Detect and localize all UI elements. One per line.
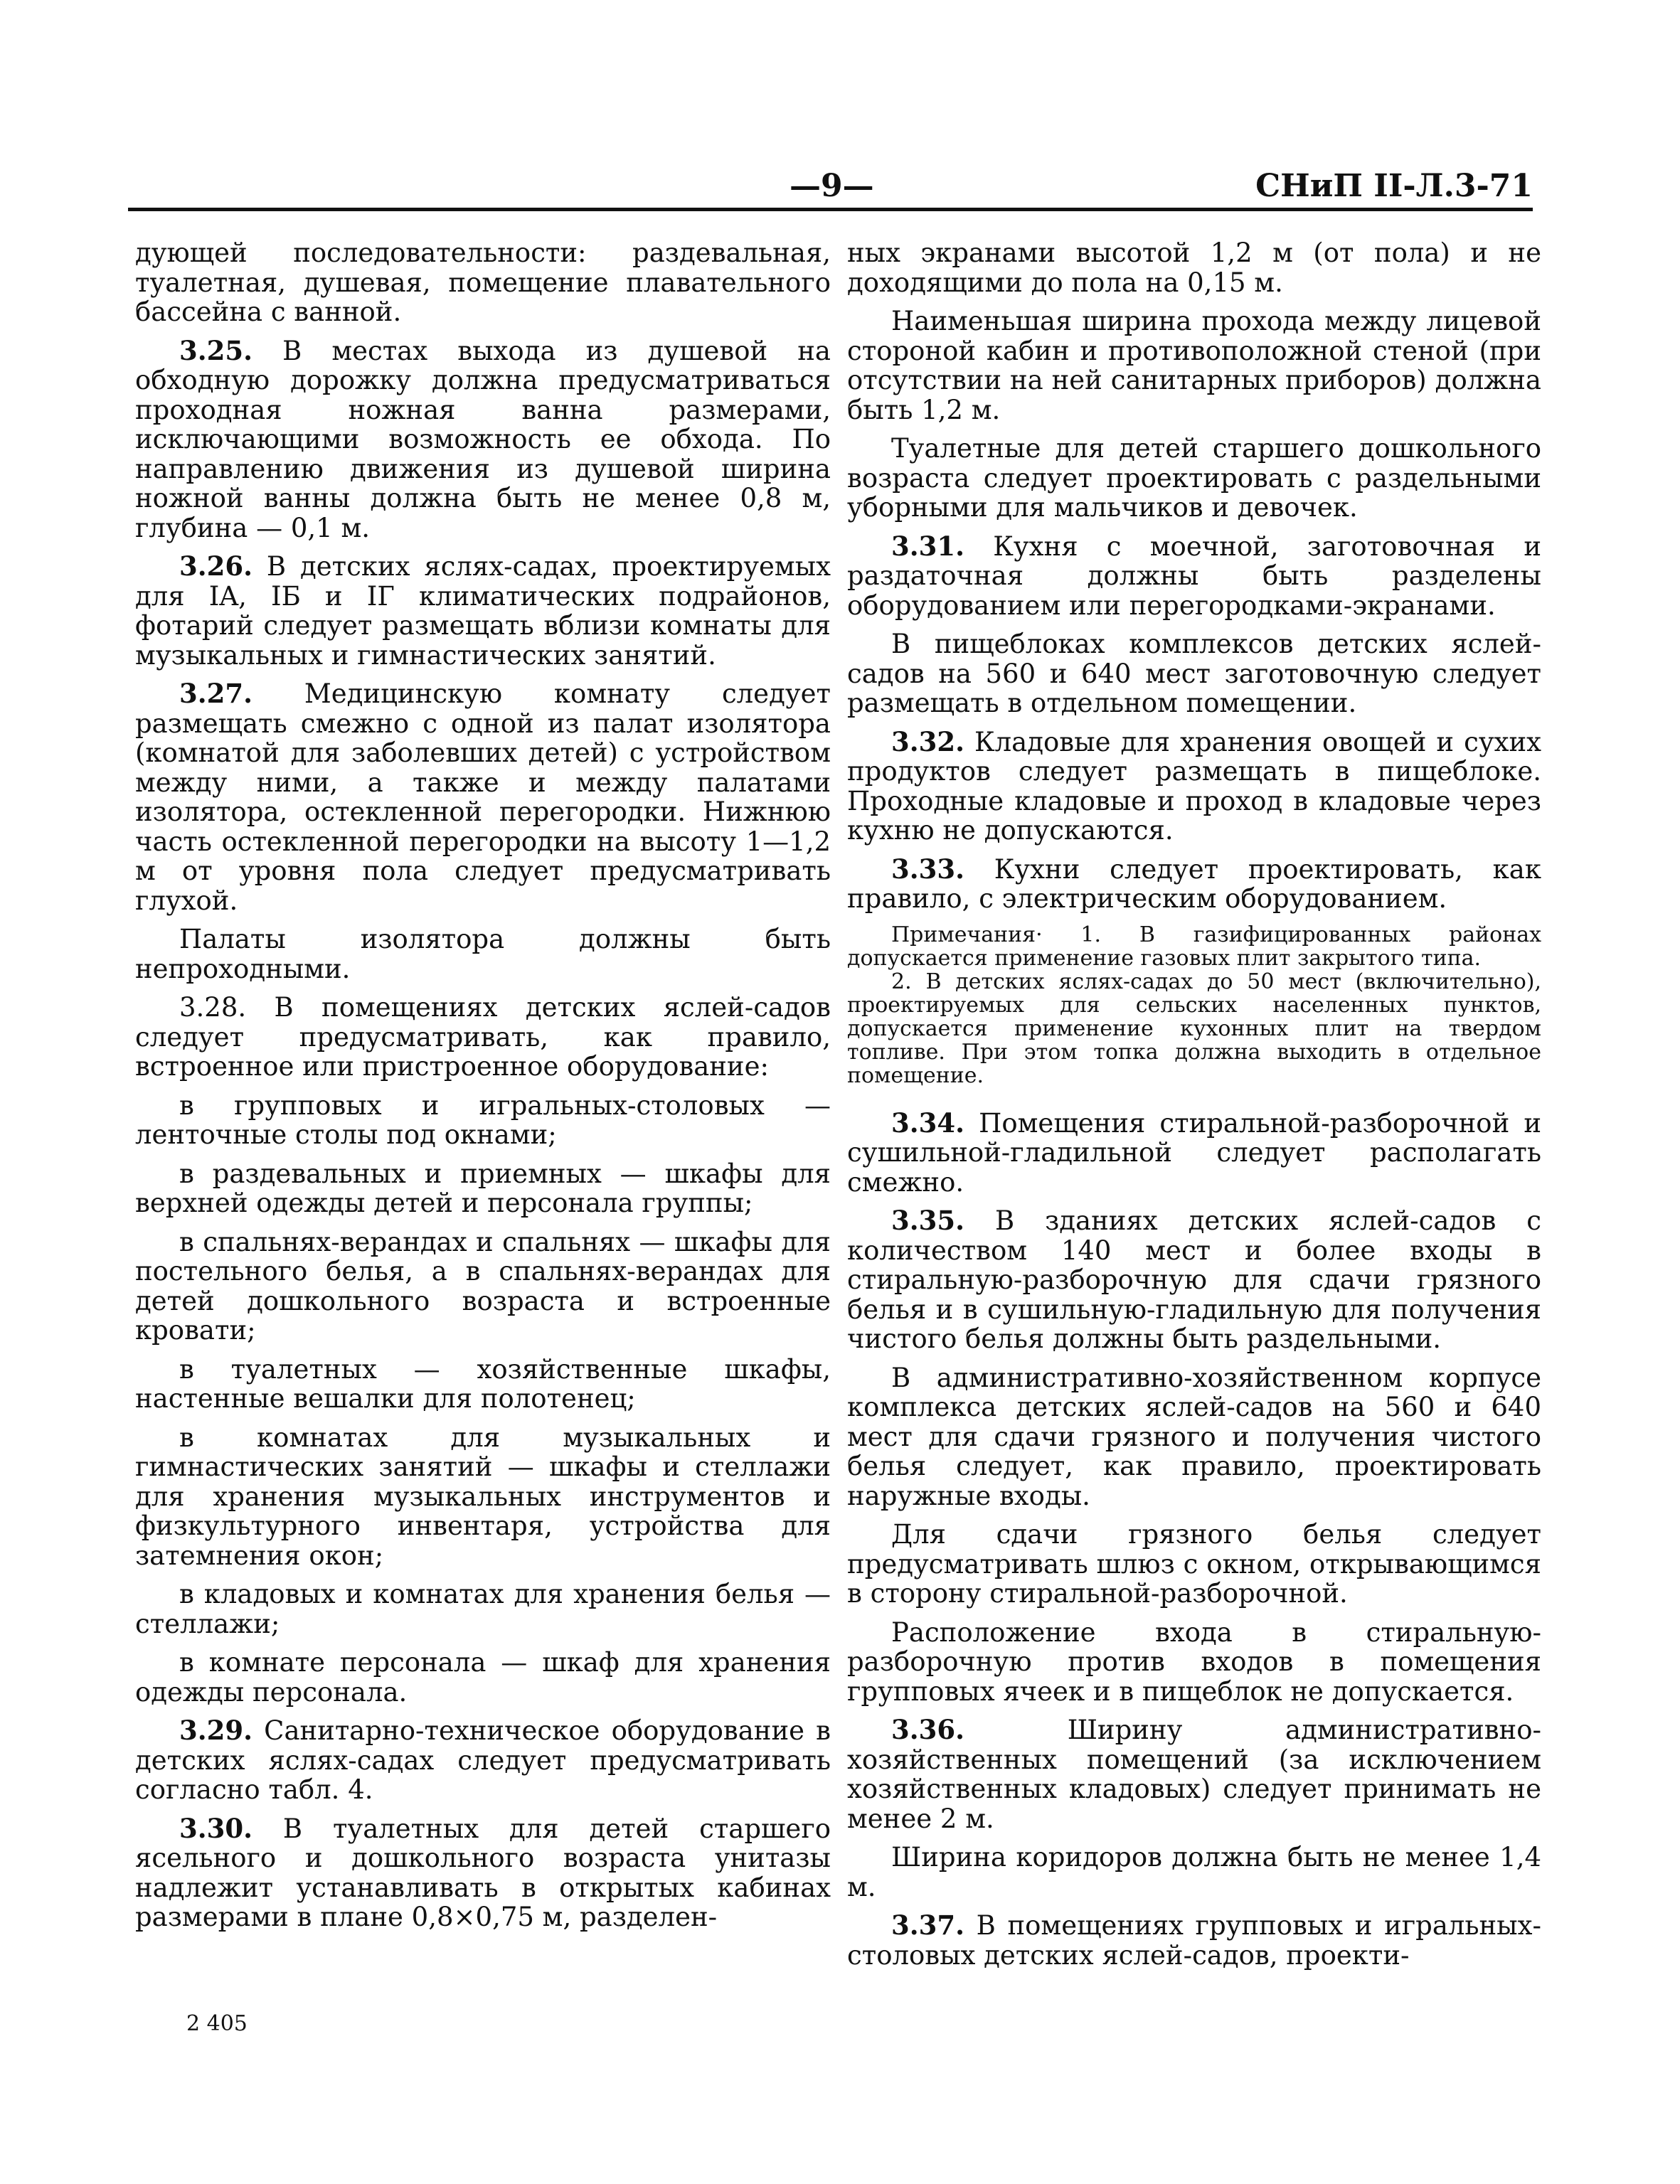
paragraph (847, 725, 1541, 846)
paragraph (847, 307, 1541, 425)
paragraph-text: Помещения стиральной-разборочной и сушильной-гладильной следует располагать смежно. (847, 1107, 1541, 1198)
paragraph (135, 238, 831, 327)
paragraph (135, 1159, 831, 1218)
clause-number: 3.31. (891, 530, 964, 562)
paragraph-text: 3.28. В помещениях детских яслей-садов следует предусматривать, как правило, встроенное или пристроенное оборудование: (135, 992, 831, 1082)
clause-number: 3.30. (179, 1812, 252, 1844)
paragraph (135, 552, 831, 670)
paragraph-text: В детских яслях-садах, проектируемых для IA, IБ и IГ климатических подрайонов, фотарий следует размещать вблизи комнаты для музыкальных и гимнастических занятий. (135, 551, 831, 671)
paragraph-text: Кладовые для хранения овощей и сухих продуктов следует размещать в пищеблоке. Проходные кладовые и проход в кладовые через кухню не допускаются. (847, 726, 1541, 846)
paragraph (847, 1363, 1541, 1511)
paragraph-text: в групповых и игральных-столовых — ленточные столы под окнами; (135, 1090, 831, 1150)
notes-block (847, 923, 1541, 1087)
paragraph-text: Медицинскую комнату следует размещать смежно с одной из палат изолятора (комнатой для заболевших детей) с устройством между ними, а также и между палатами изолятора, остекленной перегородки. Нижнюю часть остекленной перегородки на высоту 1—1,2 м от уровня пола следует предусматривать глухой. (135, 678, 831, 916)
paragraph (847, 1109, 1541, 1198)
paragraph-text: Для сдачи грязного белья следует предусматривать шлюз с окном, открывающимся в сторону стиральной-разборочной. (847, 1519, 1541, 1609)
paragraph-text: В помещениях групповых и игральных-столовых детских яслей-садов, проекти- (847, 1910, 1541, 1971)
paragraph (135, 1423, 831, 1571)
paragraph (847, 238, 1541, 297)
paragraph (847, 1715, 1541, 1833)
paragraph (135, 993, 831, 1082)
paragraph (847, 629, 1541, 718)
clause-number: 3.25. (179, 334, 252, 366)
paragraph-text: В административно-хозяйственном корпусе комплекса детских яслей-садов на 560 и 640 мест для сдачи грязного и получения чистого белья следует, как правило, проектировать наружные входы. (847, 1362, 1541, 1511)
right-column-top (847, 238, 1541, 914)
clause-number: 3.34. (891, 1107, 964, 1139)
paragraph-text: Туалетные для детей старшего дошкольного возраста следует проектировать с раздельными уборными для мальчиков и девочек. (847, 433, 1541, 523)
note-item: 2. В детских яслях-садах до 50 мест (включительно), проектируемых для сельских населенных пунктов, допускается применение кухонных плит на твердом топливе. При этом топка должна выходить в отдельное помещение. (847, 969, 1541, 1088)
paragraph-text: Ширину административно-хозяйственных помещений (за исключением хозяйственных кладовых) следует принимать не менее 2 м. (847, 1715, 1541, 1834)
paragraph (847, 1618, 1541, 1707)
right-column (847, 238, 1541, 1979)
paragraph (135, 925, 831, 984)
clause-number: 3.37. (891, 1909, 964, 1941)
paragraph (135, 679, 831, 915)
paragraph-text: В туалетных для детей старшего ясельного и дошкольного возраста унитазы надлежит устанавливать в открытых кабинах размерами в плане 0,8×0,75 м, разделен- (135, 1813, 831, 1932)
footer-signature: 2 405 (186, 2011, 248, 2036)
paragraph (135, 1814, 831, 1932)
paragraph-text: Ширина коридоров должна быть не менее 1,4 м. (847, 1842, 1541, 1902)
paragraph (847, 1843, 1541, 1902)
paragraph-text: Санитарно-техническое оборудование в детских яслях-садах следует предусматривать согласно табл. 4. (135, 1715, 831, 1805)
paragraph (847, 434, 1541, 523)
paragraph-text: в раздевальных и приемных — шкафы для верхней одежды детей и персонала группы; (135, 1158, 831, 1218)
paragraph-text: В местах выхода из душевой на обходную дорожку должна предусматриваться проходная ножная ванна размерами, исключающими возможность ее обхода. По направлению движения из душевой ширина ножной ванны должна быть не менее 0,8 м, глубина — 0,1 м. (135, 335, 831, 543)
paragraph-text: в кладовых и комнатах для хранения белья — стеллажи; (135, 1579, 831, 1639)
paragraph-text: дующей последовательности: раздевальная, туалетная, душевая, помещение плавательного бассейна с ванной. (135, 238, 831, 327)
paragraph-text: в спальнях-верандах и спальнях — шкафы для постельного белья, а в спальнях-верандах для детей дошкольного возраста и встроенные кровати; (135, 1226, 831, 1346)
header-rule (128, 208, 1533, 211)
document-code: СНиП II-Л.3-71 (1255, 168, 1533, 204)
clause-number: 3.33. (891, 853, 964, 885)
paragraph (847, 855, 1541, 914)
paragraph-text: В зданиях детских яслей-садов с количеством 140 мест и более входы в стиральную-разборочную для сдачи грязного белья и в сушильную-гладильную для получения чистого белья должны быть раздельными. (847, 1205, 1541, 1354)
note-item: Примечания· 1. В газифицированных районах допускается применение газовых плит закрытого типа. (847, 922, 1541, 971)
paragraph-text: Кухня с моечной, заготовочная и раздаточная должны быть разделены оборудованием или перегородками-экранами. (847, 531, 1541, 621)
paragraph (135, 1648, 831, 1707)
paragraph-text: в туалетных — хозяйственные шкафы, настенные вешалки для полотенец; (135, 1353, 831, 1414)
paragraph (135, 1227, 831, 1346)
clause-number: 3.29. (179, 1715, 252, 1746)
paragraph (847, 1206, 1541, 1354)
paragraph (135, 1091, 831, 1150)
paragraph-text: в комнатах для музыкальных и гимнастических занятий — шкафы и стеллажи для хранения музыкальных инструментов и физкультурного инвентаря, устройства для затемнения окон; (135, 1422, 831, 1571)
paragraph (847, 1520, 1541, 1609)
clause-number: 3.32. (891, 725, 964, 757)
paragraph-text: в комнате персонала — шкаф для хранения одежды персонала. (135, 1647, 831, 1708)
left-column (135, 238, 831, 1941)
paragraph (135, 1716, 831, 1805)
paragraph-text: Наименьшая ширина прохода между лицевой стороной кабин и противоположной стеной (при отсутствии на ней санитарных приборов) должна быть 1,2 м. (847, 306, 1541, 425)
paragraph-text: Кухни следует проектировать, как правило, с электрическим оборудованием. (847, 853, 1541, 914)
paragraph-text: ных экранами высотой 1,2 м (от пола) и не доходящими до пола на 0,15 м. (847, 238, 1541, 298)
clause-number: 3.36. (891, 1714, 964, 1745)
paragraph-text: Расположение входа в стиральную-разборочную против входов в помещения групповых ячеек и в пищеблок не допускается. (847, 1616, 1541, 1707)
paragraph (135, 1355, 831, 1414)
clause-number: 3.27. (179, 678, 252, 709)
page-number: —9— (790, 168, 874, 204)
paragraph-text: В пищеблоках комплексов детских яслей-садов на 560 и 640 мест заготовочную следует размещать в отдельном помещении. (847, 629, 1541, 718)
paragraph-text: Палаты изолятора должны быть непроходными. (135, 924, 831, 984)
paragraph (135, 336, 831, 543)
page-header (128, 165, 1533, 209)
paragraph (847, 532, 1541, 621)
right-column-bottom (847, 1109, 1541, 1971)
paragraph (847, 1911, 1541, 1970)
clause-number: 3.26. (179, 550, 252, 582)
paragraph (135, 1580, 831, 1639)
clause-number: 3.35. (891, 1205, 964, 1236)
